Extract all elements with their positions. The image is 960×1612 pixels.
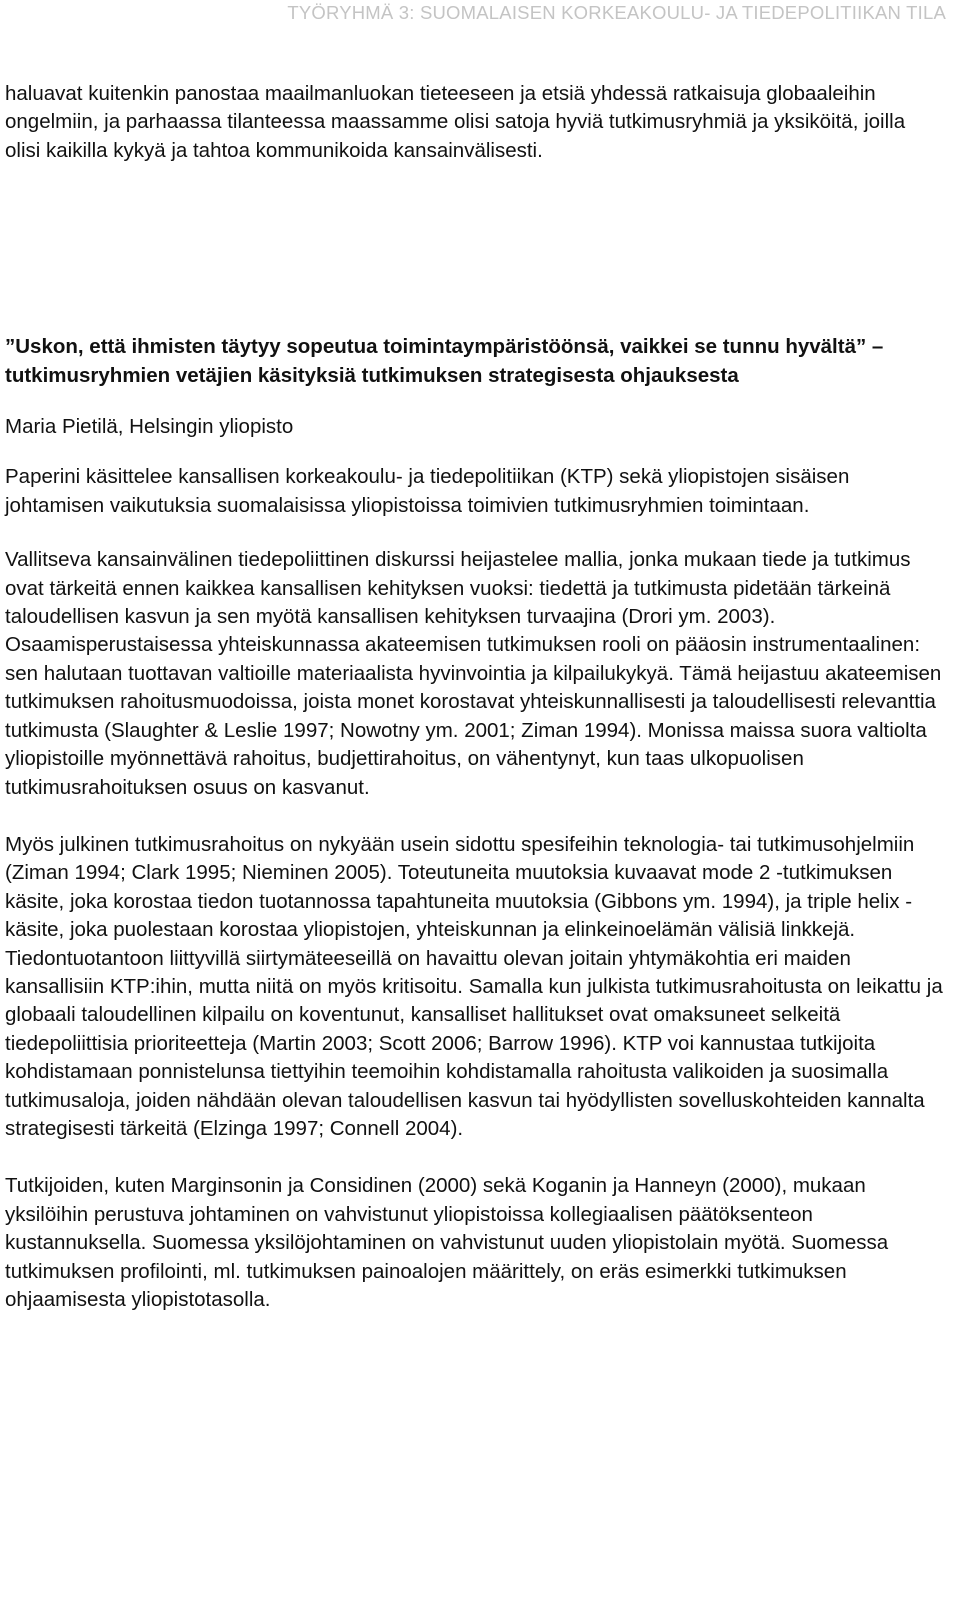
body-paragraph-2: Vallitseva kansainvälinen tiedepoliittinen diskurssi heijastelee mallia, jonka mukaan tiede ja tutkimus ovat tärkeitä ennen kaikkea kansallisen kehityksen vuoksi: tiedettä ja tutkimusta pidetään tärkeinä taloudellisen kasvun ja sen myötä kansallisen kehityksen turvaajina (Drori ym. 2003). Osaamisperustaisessa yhteiskunnassa akateemisen tutkimuksen rooli on pääosin instrumentaalinen: sen halutaan tuottavan valtioille materiaalista hyvinvointia ja kilpailukykyä. Tämä heijastuu akateemisen tutkimuksen rahoitusmuodoissa, joista monet korostavat yhteiskunnallisesti ja taloudellisesti relevanttia tutkimusta (Slaughter & Leslie 1997; Nowotny ym. 2001; Ziman 1994). Monissa maissa suora valtiolta yliopistoille myönnettävä rahoitus, budjettirahoitus, on vähentynyt, kun taas ulkopuolisen tutkimusrahoituksen osuus on kasvanut. (5, 548, 942, 799)
intro-paragraph: haluavat kuitenkin panostaa maailmanluokan tieteeseen ja etsiä yhdessä ratkaisuja globaaleihin ongelmiin, ja parhaassa tilanteessa maassamme olisi satoja hyviä tutkimusryhmiä ja yksiköitä, joilla olisi kaikilla kykyä ja tahtoa kommunikoida kansainvälisesti. (5, 82, 906, 162)
body-paragraph-1: Paperini käsittelee kansallisen korkeakoulu- ja tiedepolitiikan (KTP) sekä yliopistojen sisäisen johtamisen vaikutuksia suomalaisissa yliopistoissa toimivien tutkimusryhmien toimintaan. (5, 465, 850, 517)
article-title: ”Uskon, että ihmisten täytyy sopeutua toimintaympäristöönsä, vaikkei se tunnu hyvältä” – tutkimusryhmien vetäjien käsityksiä tutkimuksen strategisesta ohjauksesta (5, 335, 884, 387)
body-paragraph-4: Tutkijoiden, kuten Marginsonin ja Considinen (2000) sekä Koganin ja Hanneyn (2000), mukaan yksilöihin perustuva johtaminen on vahvistunut yliopistoissa kollegiaalisen päätöksenteon kustannuksella. Suomessa yksilöjohtaminen on vahvistunut uuden yliopistolain myötä. Suomessa tutkimuksen profilointi, ml. tutkimuksen painoalojen määrittely, on eräs esimerkki tutkimuksen ohjaamisesta yliopistotasolla. (5, 1174, 889, 1311)
running-header: TYÖRYHMÄ 3: SUOMALAISEN KORKEAKOULU- JA TIEDEPOLITIIKAN TILA (287, 2, 946, 23)
page-content (5, 80, 945, 1343)
article-author: Maria Pietilä, Helsingin yliopisto (5, 415, 294, 439)
body-paragraph-3: Myös julkinen tutkimusrahoitus on nykyään usein sidottu spesifeihin teknologia- tai tutkimusohjelmiin (Ziman 1994; Clark 1995; Nieminen 2005). Toteutuneita muutoksia kuvaavat mode 2 -tutkimuksen käsite, joka korostaa tiedon tuotannossa tapahtuneita muutoksia (Gibbons ym. 1994), ja triple helix -käsite, joka puolestaan korostaa yliopistojen, yhteiskunnan ja elinkeinoelämän välisiä linkkejä. Tiedontuotantoon liittyvillä siirtymäteeseillä on havaittu olevan joitain yhtymäkohtia eri maiden kansallisiin KTP:ihin, mutta niitä on myös kritisoitu. Samalla kun julkista tutkimusrahoitusta on leikattu ja globaali taloudellinen kilpailu on koventunut, kansalliset hallitukset ovat omaksuneet selkeitä tiedepoliittisia prioriteetteja (Martin 2003; Scott 2006; Barrow 1996). KTP voi kannustaa tutkijoita kohdistamaan ponnistelunsa tiettyihin teemoihin kohdistamalla rahoitusta valikoiden ja suosimalla tutkimusaloja, joiden nähdään olevan taloudellisen kasvun tai hyödyllisten sovelluskohteiden kannalta strategisesti tärkeitä (Elzinga 1997; Connell 2004). (5, 832, 943, 1140)
